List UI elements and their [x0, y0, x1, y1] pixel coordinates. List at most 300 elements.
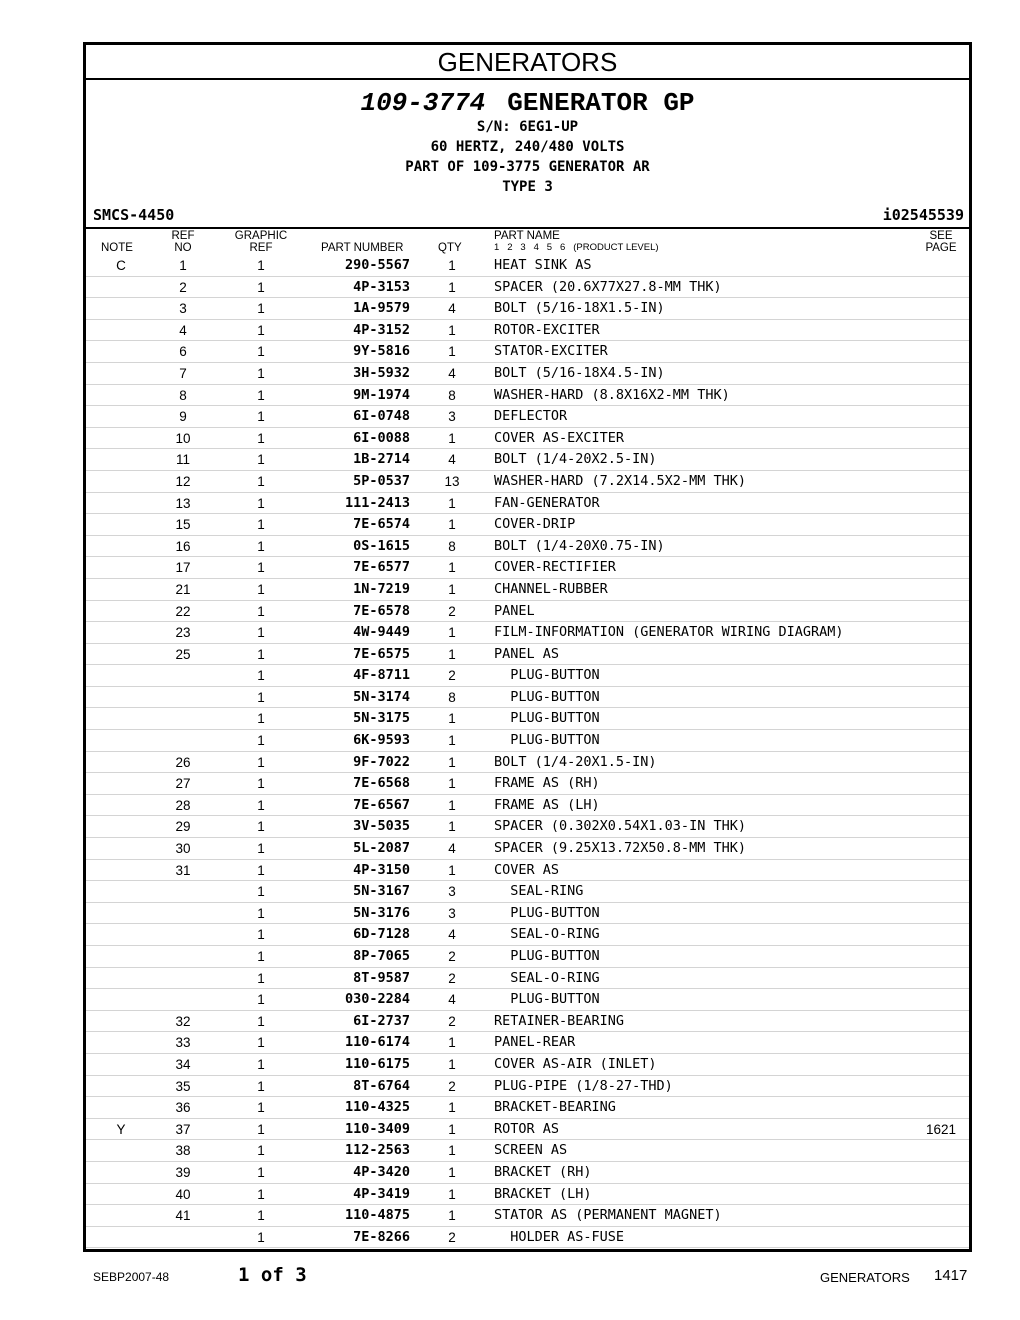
- cell-ref: 9: [179, 409, 187, 425]
- table-row: [86, 341, 969, 363]
- cell-gref: 1: [257, 841, 265, 857]
- cell-name: SPACER (9.25X13.72X50.8-MM THK): [494, 840, 746, 857]
- page-of: 1 of 3: [238, 1264, 307, 1286]
- cell-qty: 3: [448, 905, 456, 921]
- cell-gref: 1: [257, 927, 265, 943]
- cell-gref: 1: [257, 1035, 265, 1051]
- cell-qty: 1: [448, 495, 456, 511]
- table-row: [86, 493, 969, 515]
- cell-ref: 39: [175, 1164, 191, 1180]
- cell-gref: 1: [257, 581, 265, 597]
- cell-name: PANEL-REAR: [494, 1034, 576, 1051]
- table-row: [86, 1097, 969, 1119]
- table-row: [86, 860, 969, 882]
- cell-ref: 34: [175, 1056, 191, 1072]
- table-row: [86, 471, 969, 493]
- cell-gref: 1: [257, 409, 265, 425]
- cell-pn: 4P-3419: [353, 1185, 410, 1202]
- table-row: [86, 406, 969, 428]
- cell-ref: 37: [175, 1121, 191, 1137]
- cell-gref: 1: [257, 992, 265, 1008]
- cell-gref: 1: [257, 517, 265, 533]
- col-ref-bottom: NO: [174, 242, 192, 254]
- cell-qty: 1: [448, 517, 456, 533]
- cell-ref: 40: [175, 1186, 191, 1202]
- cell-name: COVER-RECTIFIER: [494, 559, 616, 576]
- smcs-code: SMCS-4450: [93, 206, 175, 224]
- cell-note: Y: [116, 1121, 126, 1137]
- table-row: [86, 730, 969, 752]
- cell-name: STATOR-EXCITER: [494, 343, 608, 360]
- col-see-top: SEE: [929, 230, 953, 242]
- cell-gref: 1: [257, 1164, 265, 1180]
- illustration-id: i02545539: [882, 206, 964, 224]
- cell-name: HOLDER AS-FUSE: [494, 1228, 625, 1245]
- cell-qty: 1: [448, 646, 456, 662]
- cell-ref: 25: [175, 646, 191, 662]
- col-see-bottom: PAGE: [925, 242, 957, 254]
- cell-name: SPACER (20.6X77X27.8-MM THK): [494, 278, 722, 295]
- cell-note: C: [116, 258, 126, 273]
- cell-pn: 4F-8711: [353, 667, 410, 684]
- table-row: [86, 449, 969, 471]
- cell-pn: 3V-5035: [353, 818, 410, 835]
- cell-name: HEAT SINK AS: [494, 257, 592, 273]
- cell-qty: 1: [448, 258, 456, 273]
- col-note: NOTE: [101, 242, 133, 254]
- cell-qty: 1: [448, 862, 456, 878]
- cell-ref: 29: [175, 819, 191, 835]
- cell-ref: 30: [175, 841, 191, 857]
- group-name: GENERATOR GP: [507, 88, 695, 118]
- page-number: 1417: [934, 1267, 968, 1284]
- table-row: [86, 924, 969, 946]
- table-row: [86, 579, 969, 601]
- cell-pn: 7E-6574: [353, 516, 410, 533]
- cell-ref: 41: [175, 1208, 191, 1224]
- cell-gref: 1: [257, 1078, 265, 1094]
- cell-qty: 3: [448, 409, 456, 425]
- cell-pn: 112-2563: [344, 1142, 410, 1159]
- cell-name: FILM-INFORMATION (GENERATOR WIRING DIAGRAM): [494, 624, 844, 641]
- cell-gref: 1: [257, 1229, 265, 1245]
- cell-name: RETAINER-BEARING: [494, 1012, 625, 1029]
- table-row: [86, 1119, 969, 1141]
- cell-qty: 1: [448, 1143, 456, 1159]
- cell-name: BRACKET-BEARING: [494, 1099, 616, 1116]
- table-row: [86, 277, 969, 299]
- cell-name: SPACER (0.302X0.54X1.03-IN THK): [494, 818, 746, 835]
- cell-qty: 8: [448, 387, 456, 403]
- col-ref-top: REF: [171, 230, 195, 242]
- cell-pn: 1A-9579: [353, 300, 410, 317]
- cell-gref: 1: [257, 797, 265, 813]
- cell-pn: 7E-6578: [353, 602, 410, 619]
- cell-ref: 11: [175, 452, 190, 468]
- cell-pn: 5N-3174: [353, 688, 410, 705]
- cell-ref: 12: [175, 473, 191, 489]
- cell-gref: 1: [257, 970, 265, 986]
- group-title: [86, 89, 969, 117]
- cell-gref: 1: [257, 1186, 265, 1202]
- cell-gref: 1: [257, 819, 265, 835]
- col-part-name-label: PART NAME: [494, 230, 560, 242]
- part-of-line: PART OF 109-3775 GENERATOR AR: [405, 159, 650, 175]
- table-row: [86, 838, 969, 860]
- cell-qty: 1: [448, 819, 456, 835]
- cell-qty: 1: [448, 776, 456, 792]
- cell-gref: 1: [257, 689, 265, 705]
- cell-name: BOLT (5/16-18X4.5-IN): [494, 364, 665, 381]
- cell-ref: 2: [179, 279, 187, 295]
- table-row: [86, 665, 969, 687]
- cell-name: PANEL: [494, 602, 535, 619]
- cell-name: BOLT (1/4-20X0.75-IN): [494, 537, 665, 554]
- cell-qty: 8: [448, 538, 456, 554]
- cell-pn: 9M-1974: [353, 386, 410, 403]
- col-part-name: [494, 230, 659, 254]
- table-row: [86, 1054, 969, 1076]
- table-row: [86, 1205, 969, 1227]
- header-rule: [86, 227, 969, 229]
- cell-pn: 110-6175: [344, 1055, 410, 1072]
- table-row: [86, 1076, 969, 1098]
- cell-qty: 4: [448, 992, 456, 1008]
- cell-qty: 13: [444, 473, 460, 489]
- cell-pn: 7E-6567: [353, 796, 410, 813]
- type-line: TYPE 3: [502, 179, 553, 195]
- cell-gref: 1: [257, 279, 265, 295]
- cell-ref: 26: [175, 754, 191, 770]
- table-row: [86, 320, 969, 342]
- cell-gref: 1: [257, 473, 265, 489]
- cell-qty: 4: [448, 452, 456, 468]
- cell-ref: 1: [179, 258, 187, 273]
- cell-pn: 110-4325: [344, 1099, 410, 1116]
- cell-gref: 1: [257, 322, 265, 338]
- serial-number-line: S/N: 6EG1-UP: [476, 119, 579, 135]
- cell-qty: 1: [448, 279, 456, 295]
- cell-qty: 1: [448, 1056, 456, 1072]
- cell-qty: 1: [448, 1035, 456, 1051]
- table-row: [86, 1184, 969, 1206]
- col-see-page: [912, 230, 970, 254]
- cell-qty: 3: [448, 884, 456, 900]
- cell-gref: 1: [257, 387, 265, 403]
- cell-pn: 6I-0088: [353, 429, 410, 446]
- cell-pn: 7E-8266: [353, 1228, 410, 1245]
- table-row: [86, 622, 969, 644]
- cell-pn: 4P-3420: [353, 1163, 410, 1180]
- cell-name: BOLT (5/16-18X1.5-IN): [494, 300, 665, 317]
- cell-pn: 4P-3150: [353, 861, 410, 878]
- cell-qty: 1: [448, 581, 456, 597]
- cell-ref: 32: [175, 1013, 191, 1029]
- cell-qty: 4: [448, 927, 456, 943]
- cell-qty: 2: [448, 970, 456, 986]
- cell-qty: 1: [448, 430, 456, 446]
- table-row: [86, 298, 969, 320]
- cell-pn: 6I-2737: [353, 1012, 410, 1029]
- cell-name: PLUG-BUTTON: [494, 667, 600, 684]
- cell-pn: 110-3409: [344, 1120, 410, 1137]
- table-row: [86, 1140, 969, 1162]
- cell-ref: 8: [179, 387, 187, 403]
- cell-gref: 1: [257, 365, 265, 381]
- cell-pn: 110-6174: [344, 1034, 410, 1051]
- cell-ref: 13: [175, 495, 191, 511]
- cell-gref: 1: [257, 560, 265, 576]
- cell-name: CHANNEL-RUBBER: [494, 580, 608, 597]
- cell-pn: 6K-9593: [353, 732, 410, 749]
- cell-qty: 1: [448, 560, 456, 576]
- table-row: [86, 1011, 969, 1033]
- cell-name: PLUG-BUTTON: [494, 688, 600, 705]
- cell-pn: 0S-1615: [353, 537, 410, 554]
- cell-gref: 1: [257, 733, 265, 749]
- table-row: [86, 968, 969, 990]
- cell-gref: 1: [257, 1056, 265, 1072]
- cell-gref: 1: [257, 1143, 265, 1159]
- cell-qty: 1: [448, 711, 456, 727]
- cell-pn: 030-2284: [344, 991, 410, 1008]
- cell-pn: 7E-6568: [353, 775, 410, 792]
- table-row: [86, 687, 969, 709]
- cell-pn: 3H-5932: [353, 364, 410, 381]
- cell-ref: 21: [175, 581, 191, 597]
- cell-ref: 3: [179, 301, 187, 317]
- cell-pn: 110-4875: [344, 1207, 410, 1224]
- cell-qty: 1: [448, 733, 456, 749]
- cell-gref: 1: [257, 625, 265, 641]
- cell-name: SEAL-O-RING: [494, 969, 600, 986]
- cell-gref: 1: [257, 301, 265, 317]
- cell-name: BOLT (1/4-20X1.5-IN): [494, 753, 657, 770]
- table-row: [86, 1162, 969, 1184]
- cell-pn: 7E-6577: [353, 559, 410, 576]
- cell-qty: 4: [448, 365, 456, 381]
- col-ref-no: [168, 230, 198, 254]
- cell-qty: 2: [448, 949, 456, 964]
- cell-gref: 1: [257, 344, 265, 360]
- table-row: [86, 1227, 969, 1249]
- cell-pn: 4P-3152: [353, 321, 410, 338]
- table-row: [86, 536, 969, 558]
- cell-name: WASHER-HARD (8.8X16X2-MM THK): [494, 386, 730, 403]
- table-row: [86, 881, 969, 903]
- cell-qty: 2: [448, 1078, 456, 1094]
- cell-see: 1621: [925, 1121, 957, 1137]
- cell-qty: 1: [448, 1208, 456, 1224]
- cell-name: COVER-DRIP: [494, 516, 576, 533]
- cell-qty: 2: [448, 603, 456, 619]
- parts-list-frame: [83, 42, 972, 1252]
- cell-name: SEAL-RING: [494, 883, 584, 900]
- section-title: GENERATORS: [86, 45, 969, 80]
- cell-name: PLUG-BUTTON: [494, 904, 600, 921]
- cell-gref: 1: [257, 949, 265, 964]
- cell-gref: 1: [257, 754, 265, 770]
- cell-ref: 23: [175, 625, 191, 641]
- table-row: [86, 255, 969, 277]
- cell-gref: 1: [257, 538, 265, 554]
- table-row: [86, 795, 969, 817]
- spec-line: 60 HERTZ, 240/480 VOLTS: [430, 139, 625, 155]
- cell-pn: 8T-9587: [353, 969, 410, 986]
- cell-name: FAN-GENERATOR: [494, 494, 600, 511]
- cell-name: BOLT (1/4-20X2.5-IN): [494, 451, 657, 468]
- cell-ref: 15: [175, 517, 191, 533]
- cell-pn: 7E-6575: [353, 645, 410, 662]
- cell-pn: 9Y-5816: [353, 343, 410, 360]
- cell-name: SCREEN AS: [494, 1142, 568, 1159]
- cell-name: STATOR AS (PERMANENT MAGNET): [494, 1207, 722, 1224]
- cell-ref: 6: [179, 344, 187, 360]
- col-qty: QTY: [438, 242, 462, 254]
- table-row: [86, 557, 969, 579]
- cell-ref: 38: [175, 1143, 191, 1159]
- cell-ref: 7: [179, 365, 187, 381]
- cell-qty: 8: [448, 689, 456, 705]
- cell-name: DEFLECTOR: [494, 408, 568, 425]
- cell-qty: 1: [448, 322, 456, 338]
- cell-gref: 1: [257, 905, 265, 921]
- cell-name: WASHER-HARD (7.2X14.5X2-MM THK): [494, 472, 746, 489]
- cell-qty: 1: [448, 797, 456, 813]
- cell-pn: 1B-2714: [353, 451, 410, 468]
- table-row: [86, 752, 969, 774]
- cell-name: FRAME AS (RH): [494, 775, 600, 792]
- table-row: [86, 428, 969, 450]
- cell-pn: 5N-3176: [353, 904, 410, 921]
- cell-pn: 5N-3167: [353, 883, 410, 900]
- cell-qty: 2: [448, 1013, 456, 1029]
- cell-qty: 1: [448, 344, 456, 360]
- cell-qty: 2: [448, 1229, 456, 1245]
- cell-ref: 31: [175, 862, 191, 878]
- cell-pn: 8T-6764: [353, 1077, 410, 1094]
- table-row: [86, 514, 969, 536]
- cell-ref: 28: [175, 797, 191, 813]
- parts-table: [86, 255, 969, 1248]
- cell-name: PLUG-BUTTON: [494, 710, 600, 727]
- cell-gref: 1: [257, 1208, 265, 1224]
- cell-ref: 22: [175, 603, 191, 619]
- table-row: [86, 816, 969, 838]
- cell-pn: 4P-3153: [353, 278, 410, 295]
- cell-gref: 1: [257, 711, 265, 727]
- table-row: [86, 773, 969, 795]
- cell-gref: 1: [257, 495, 265, 511]
- group-number: 109-3774: [360, 88, 486, 118]
- cell-name: COVER AS-EXCITER: [494, 429, 625, 446]
- cell-ref: 33: [175, 1035, 191, 1051]
- cell-name: ROTOR AS: [494, 1120, 560, 1137]
- cell-qty: 4: [448, 301, 456, 317]
- cell-ref: 10: [175, 430, 191, 446]
- cell-pn: 8P-7065: [353, 948, 410, 964]
- table-row: [86, 989, 969, 1011]
- cell-name: SEAL-O-RING: [494, 926, 600, 943]
- footer-section: GENERATORS: [820, 1270, 910, 1285]
- table-row: [86, 363, 969, 385]
- table-row: [86, 1032, 969, 1054]
- cell-name: PANEL AS: [494, 645, 560, 662]
- cell-qty: 4: [448, 841, 456, 857]
- cell-gref: 1: [257, 1121, 265, 1137]
- cell-qty: 1: [448, 1164, 456, 1180]
- doc-number: SEBP2007-48: [93, 1270, 170, 1284]
- cell-qty: 2: [448, 668, 456, 684]
- cell-qty: 1: [448, 1100, 456, 1116]
- cell-pn: 111-2413: [344, 494, 410, 511]
- cell-gref: 1: [257, 1013, 265, 1029]
- cell-gref: 1: [257, 452, 265, 468]
- col-graphic-top: GRAPHIC: [234, 230, 288, 242]
- table-row: [86, 644, 969, 666]
- table-row: [86, 946, 969, 968]
- cell-name: PLUG-PIPE (1/8-27-THD): [494, 1077, 673, 1094]
- cell-gref: 1: [257, 603, 265, 619]
- table-row: [86, 708, 969, 730]
- cell-gref: 1: [257, 1100, 265, 1116]
- cell-ref: 4: [179, 322, 187, 338]
- cell-gref: 1: [257, 646, 265, 662]
- cell-gref: 1: [257, 258, 265, 273]
- cell-name: FRAME AS (LH): [494, 796, 600, 813]
- cell-qty: 1: [448, 754, 456, 770]
- cell-ref: 27: [175, 776, 191, 792]
- cell-name: COVER AS: [494, 861, 560, 878]
- table-row: [86, 903, 969, 925]
- table-row: [86, 385, 969, 407]
- cell-pn: 5N-3175: [353, 710, 410, 727]
- cell-pn: 1N-7219: [353, 580, 410, 597]
- cell-qty: 1: [448, 625, 456, 641]
- cell-name: PLUG-BUTTON: [494, 948, 600, 964]
- cell-pn: 4W-9449: [353, 624, 410, 641]
- cell-ref: 35: [175, 1078, 191, 1094]
- cell-name: COVER AS-AIR (INLET): [494, 1055, 657, 1072]
- cell-name: PLUG-BUTTON: [494, 732, 600, 749]
- cell-name: BRACKET (RH): [494, 1163, 592, 1180]
- cell-gref: 1: [257, 776, 265, 792]
- cell-pn: 290-5567: [344, 257, 410, 273]
- cell-name: BRACKET (LH): [494, 1185, 592, 1202]
- table-row: [86, 601, 969, 623]
- cell-pn: 9F-7022: [353, 753, 410, 770]
- col-product-levels: 1 2 3 4 5 6 (PRODUCT LEVEL): [494, 242, 659, 253]
- cell-pn: 6D-7128: [353, 926, 410, 943]
- cell-gref: 1: [257, 884, 265, 900]
- col-graphic-bottom: REF: [249, 242, 273, 254]
- cell-name: PLUG-BUTTON: [494, 991, 600, 1008]
- col-part-number: PART NUMBER: [321, 242, 404, 254]
- cell-ref: 16: [175, 538, 191, 554]
- cell-pn: 5L-2087: [353, 840, 410, 857]
- col-graphic-ref: [226, 230, 296, 254]
- cell-pn: 6I-0748: [353, 408, 410, 425]
- cell-name: ROTOR-EXCITER: [494, 321, 600, 338]
- cell-qty: 1: [448, 1121, 456, 1137]
- cell-gref: 1: [257, 430, 265, 446]
- cell-qty: 1: [448, 1186, 456, 1202]
- cell-gref: 1: [257, 862, 265, 878]
- cell-ref: 17: [175, 560, 191, 576]
- cell-ref: 36: [175, 1100, 191, 1116]
- cell-pn: 5P-0537: [353, 472, 410, 489]
- cell-gref: 1: [257, 668, 265, 684]
